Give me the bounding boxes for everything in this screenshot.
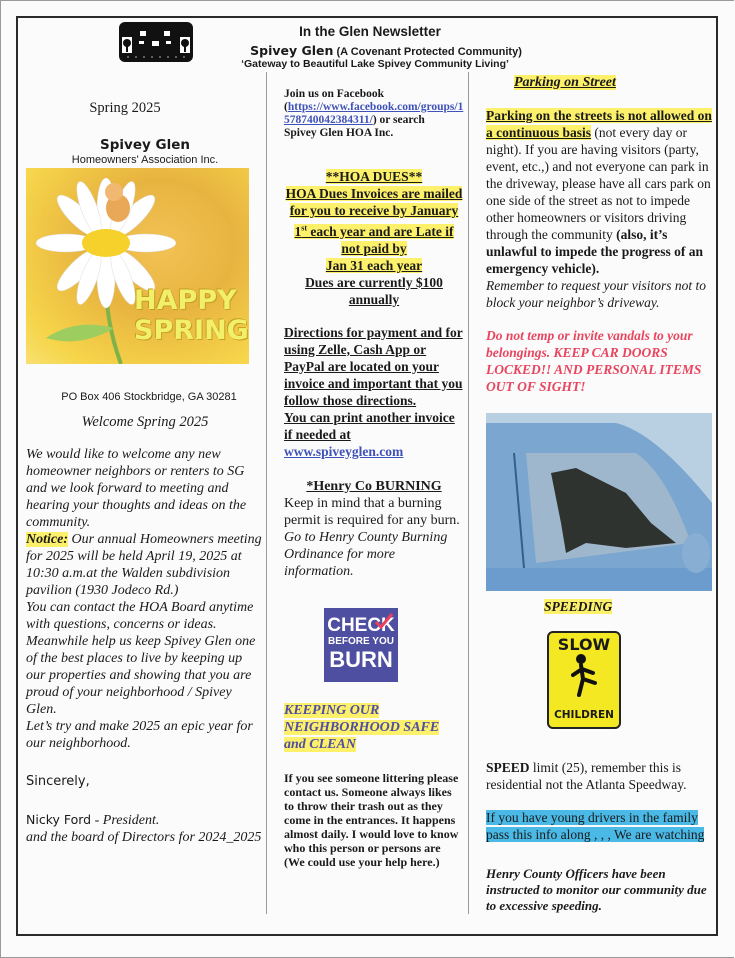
signature <box>26 811 264 846</box>
parking-title: Parking on Street <box>514 75 616 90</box>
image-text-spring: SPRING <box>134 315 249 346</box>
season-label: Spring 2025 <box>89 100 161 116</box>
facebook-section: Join us on Facebook (https://www.facebook.com/groups/1578740042384311/) or search Spivey Glen HOA Inc. <box>284 88 464 139</box>
burning-ordinance: Go to Henry County Burning Ordinance for more information. <box>284 529 448 579</box>
parking-remember: Remember to request your visitors not to block your neighbor’s driveway. <box>486 278 706 310</box>
newsletter-title: In the Glen Newsletter <box>299 24 441 39</box>
dues-title: **HOA DUES** <box>325 169 423 184</box>
column-divider-left <box>266 72 267 914</box>
burning-section <box>284 478 464 580</box>
right-column <box>486 74 712 914</box>
broken-car-window-image <box>486 413 712 591</box>
welcome-text: We would like to welcome any new homeowner neighbors or renters to SG and we look forward to meeting and hearing your thoughts and ideas on the community. <box>26 447 247 530</box>
burning-title: *Henry Co BURNING <box>306 478 442 494</box>
community-name: Spivey Glen <box>250 43 334 58</box>
slow-children-sign: SLOW CHILDREN <box>547 631 621 729</box>
board-line: and the board of Directors for 2024_2025 <box>26 830 262 845</box>
speeding-title: SPEEDING <box>544 599 613 614</box>
dues-amount: Dues are currently $100 annually <box>305 274 443 307</box>
running-child-icon <box>569 653 599 697</box>
community-suffix: (A Covenant Protected Community) <box>336 46 522 58</box>
house-logo-icon <box>118 21 194 63</box>
meanwhile-text: Meanwhile help us keep Spivey Glen one of the best places to live by keeping up our properties and showing that you are proud of your neighborhood / Spivey Glen. <box>26 634 256 717</box>
burning-body: Keep in mind that a burning permit is required for any burn. <box>284 495 460 528</box>
speed-label: SPEED <box>486 760 530 775</box>
dues-invoice-text: HOA Dues Invoices are mailed for you to receive by January 1st each year and are Late if not paid by <box>285 186 463 256</box>
print-invoice-text: You can print another invoice if needed at <box>284 409 455 442</box>
payment-directions <box>284 324 464 460</box>
facebook-search: Spivey Glen HOA Inc. <box>284 127 394 139</box>
image-text-happy: HAPPY <box>134 285 237 316</box>
notice-text: Our annual Homeowners meeting for 2025 will be held April 19, 2025 at 10:30 a.m.at the Walden subdivision pavilion (1930 Jodeco Rd.) <box>26 532 262 598</box>
welcome-body <box>26 446 264 752</box>
facebook-link[interactable]: https://www.facebook.com/groups/1578740042384311/ <box>284 101 464 126</box>
officers-note: Henry County Officers have been instructed to monitor our community due to excessive speeding. <box>486 866 707 913</box>
tagline: ‘Gateway to Beautiful Lake Spivey Community Living’ <box>241 58 509 70</box>
sincerely: Sincerely, <box>26 774 90 789</box>
young-drivers-note: If you have young drivers in the family pass this info along , , , We are watching <box>486 810 705 842</box>
org-name: Spivey Glen <box>100 137 190 153</box>
vandal-warning: Do not temp or invite vandals to your belongings. KEEP CAR DOORS LOCKED!! AND PERSONAL ITEMS OUT OF SIGHT! <box>486 328 702 394</box>
signer-title: - President. <box>91 813 160 828</box>
community-subtitle <box>236 43 536 58</box>
dues-deadline: Jan 31 each year <box>325 257 423 273</box>
welcome-title: Welcome Spring 2025 <box>81 414 209 430</box>
signer-name: Nicky Ford <box>26 812 92 827</box>
org-subtitle: Homeowners' Association Inc. <box>71 154 219 166</box>
check-before-you-burn-logo: CHECK BEFORE YOU BURN <box>324 608 398 682</box>
contact-text: You can contact the HOA Board anytime with questions, concerns or ideas. <box>26 600 254 632</box>
hoa-dues-section <box>284 168 464 308</box>
keep-neighborhood-title: KEEPING OUR NEIGHBORHOOD SAFE and CLEAN <box>284 702 440 752</box>
mailing-address: PO Box 406 Stockbridge, GA 30281 <box>61 391 237 403</box>
parking-body: Parking on the streets is not allowed on a continuous basis (not every day or night). If you are having visitors (party, event, etc.,) and not everyone can park in the driveway, please have all cars park on one side of the street as not to impede other homeowners or visitors driving through the community (also, it’s unlawful to impede the progress of an emergency vehicle). Remember to request your visitors not to block your neighbor’s driveway. <box>486 108 712 310</box>
notice-label: Notice: <box>26 532 68 547</box>
epic-text: Let’s try and make 2025 an epic year for our neighborhood. <box>26 719 253 751</box>
speed-limit-text: SPEED limit (25), remember this is residential not the Atlanta Speedway. <box>486 760 687 792</box>
happy-spring-image <box>26 168 249 364</box>
parking-rule: Parking on the streets is not allowed on a continuous basis <box>486 108 712 140</box>
littering-text: If you see someone littering please contact us. Someone always likes to throw their trash out as they come in the entrances. It happens almost daily. I would love to know who this person or persons are (We could use your help here.) <box>284 770 459 869</box>
middle-column <box>284 88 464 869</box>
facebook-intro: Join us on Facebook <box>284 88 385 100</box>
checkmark-icon <box>374 612 394 630</box>
website-link[interactable]: www.spiveyglen.com <box>284 443 404 459</box>
facebook-or: ) or search <box>372 114 425 126</box>
directions-text: Directions for payment and for using Zelle, Cash App or PayPal are located on your invoice and important that you follow those directions. <box>284 324 463 408</box>
emergency-vehicle-note: (also, it’s unlawful to impede the progress of an emergency vehicle). <box>486 227 704 276</box>
left-column <box>26 96 264 846</box>
column-divider-right <box>468 72 469 914</box>
